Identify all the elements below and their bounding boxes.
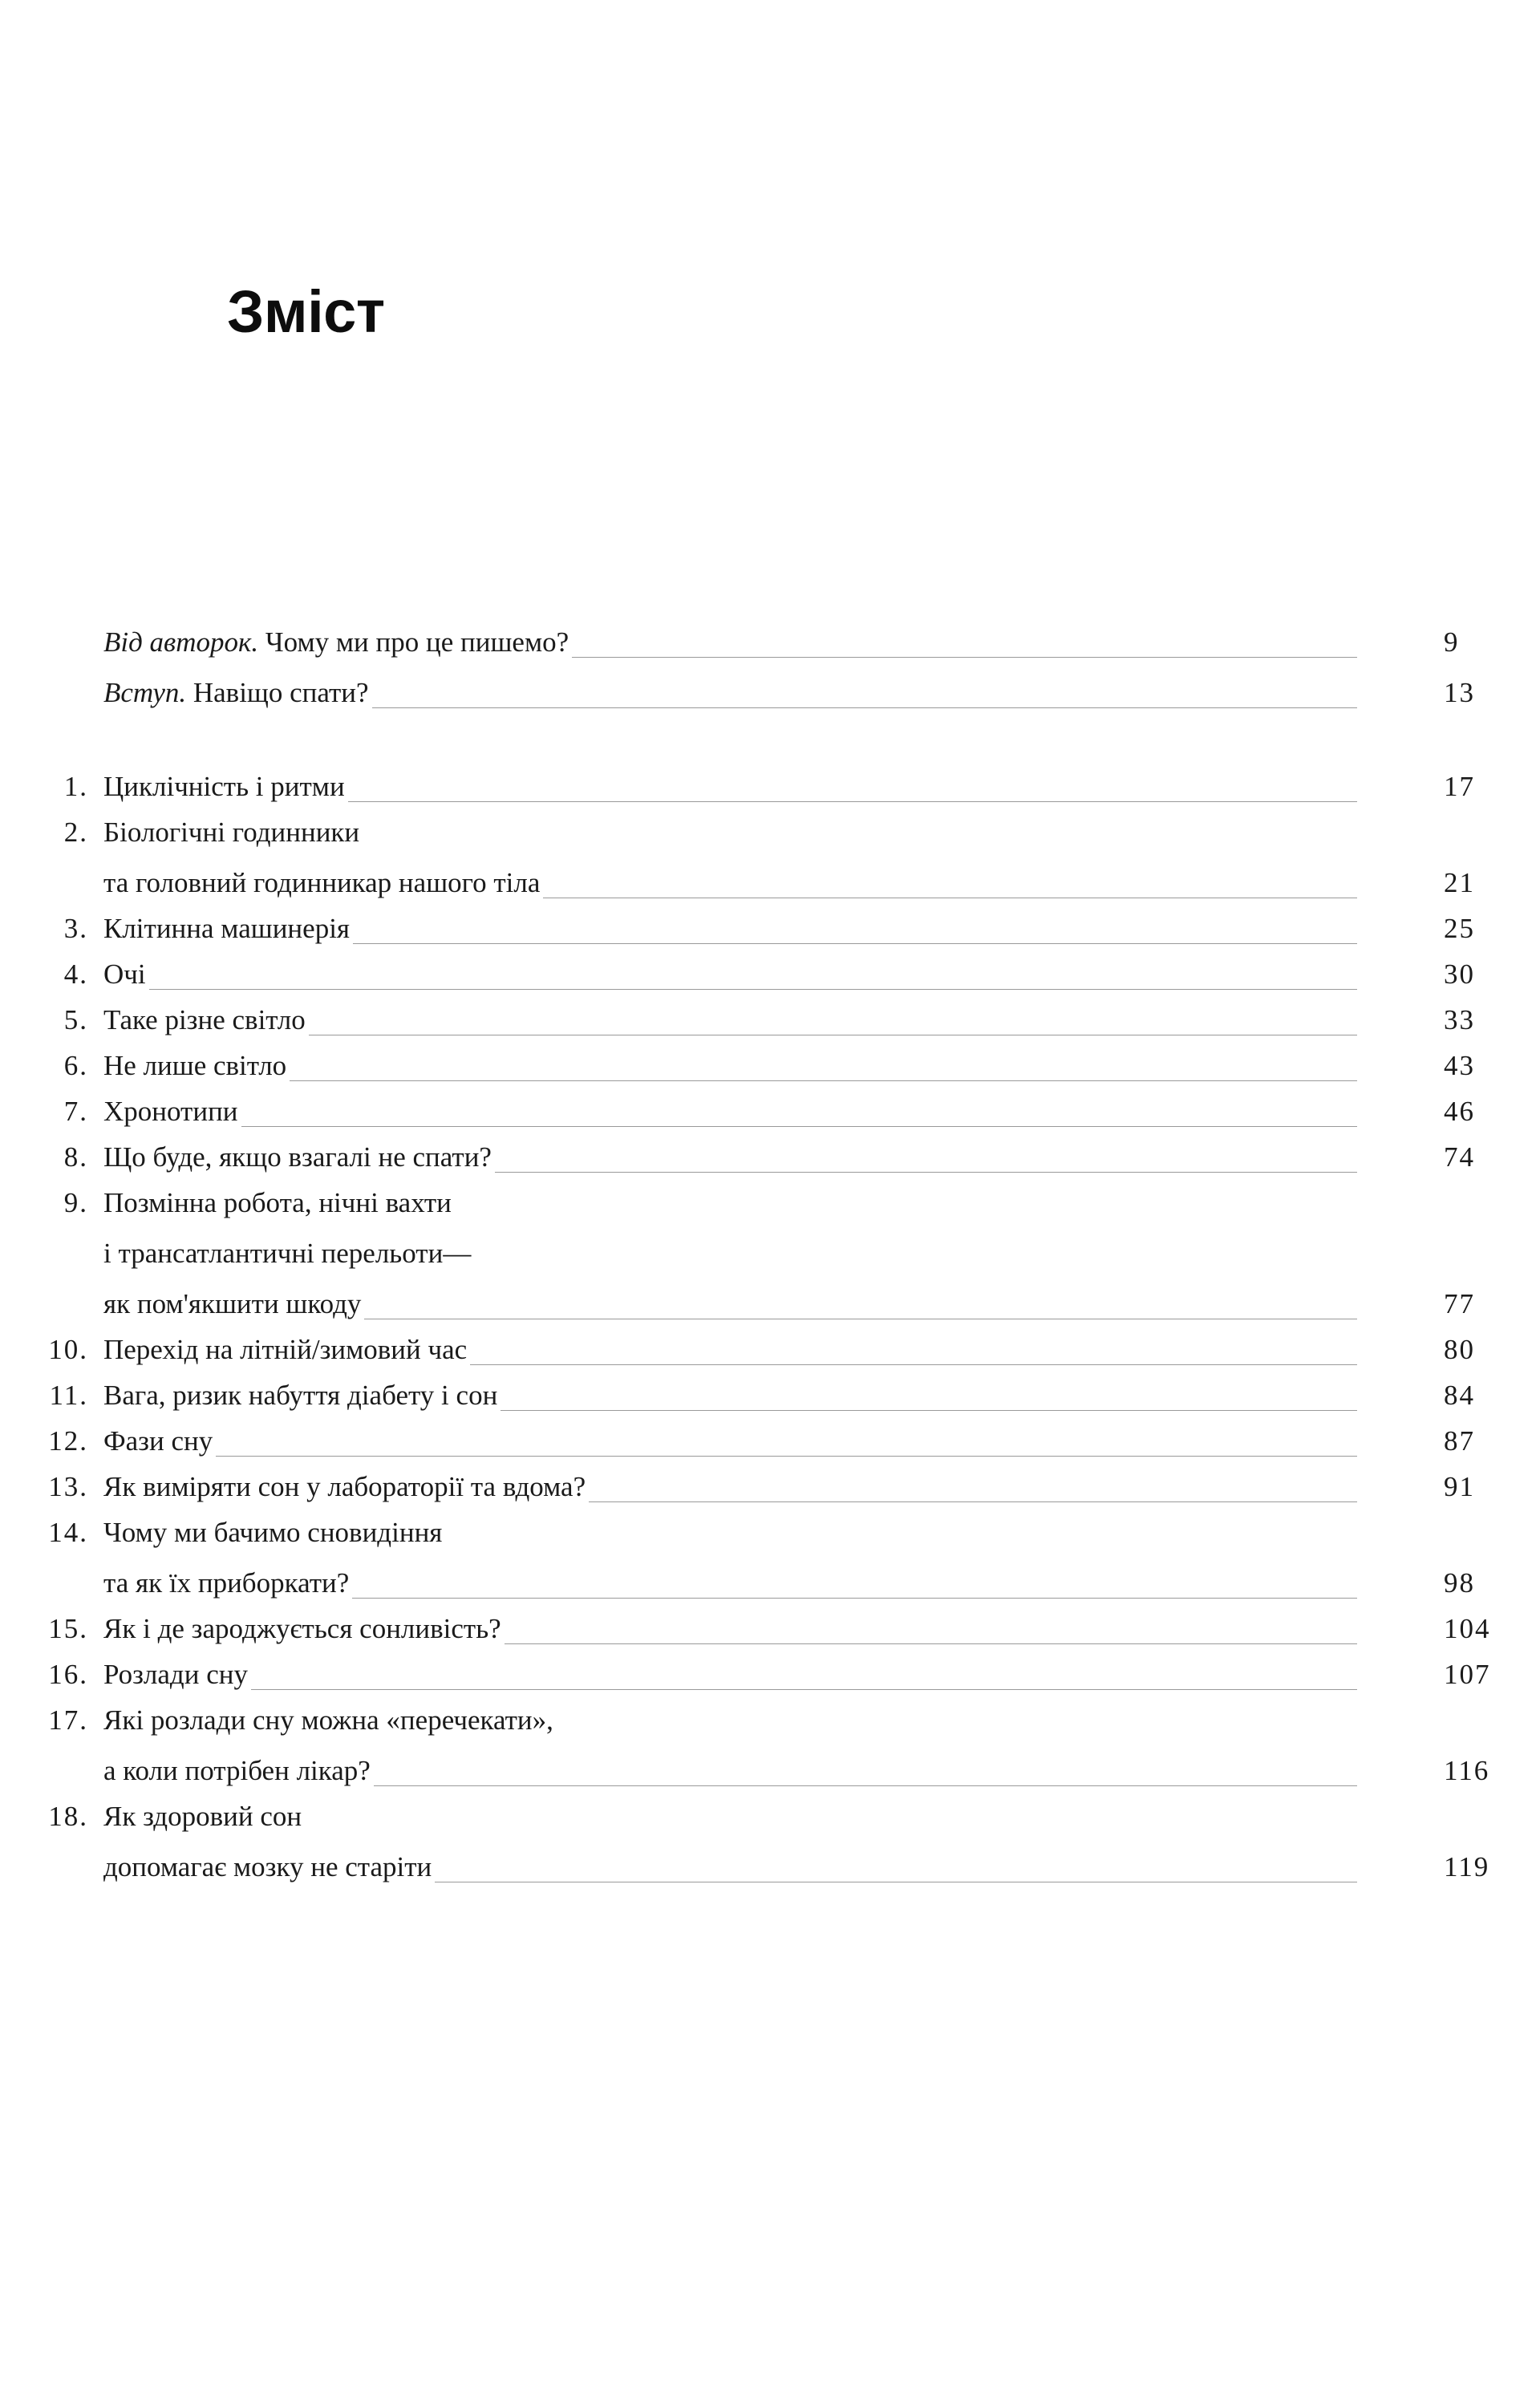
toc-entry-page-number: 9 bbox=[1444, 626, 1460, 658]
toc-entry-row-final bbox=[0, 1088, 1540, 1134]
toc-entry-row-final bbox=[0, 764, 1540, 809]
toc-entry-title-line: Які розлади сну можна «перечекати», bbox=[103, 1704, 553, 1736]
toc-entry-title-cell bbox=[103, 997, 1357, 1043]
toc-entry[interactable] bbox=[0, 1043, 1540, 1088]
toc-entry-title-cell bbox=[103, 1281, 1357, 1327]
toc-entry-title-cell bbox=[103, 1510, 1357, 1555]
toc-entry-title-line: і трансатлантичні перельоти— bbox=[103, 1238, 472, 1269]
toc-entry-row-cont bbox=[0, 1510, 1540, 1555]
toc-entry-title-line: Що буде, якщо взагалі не спати? bbox=[103, 1141, 492, 1173]
toc-entry-page-number: 17 bbox=[1444, 771, 1475, 802]
toc-entry-title-cell bbox=[103, 670, 1357, 715]
toc-entry[interactable] bbox=[0, 1606, 1540, 1651]
toc-entry-front[interactable] bbox=[0, 619, 1540, 665]
leader-line bbox=[251, 1689, 1357, 1690]
toc-entry-title-line: Циклічність і ритми bbox=[103, 771, 345, 802]
toc-entry-title-line: Як здоровий сон bbox=[103, 1801, 302, 1832]
toc-entry[interactable] bbox=[0, 809, 1540, 906]
toc-entry-page-number: 91 bbox=[1444, 1471, 1475, 1502]
toc-entry-page-number: 87 bbox=[1444, 1425, 1475, 1457]
toc-entry-title-line: та як їх приборкати? bbox=[103, 1567, 350, 1599]
toc-entry-page-number: 21 bbox=[1444, 867, 1475, 898]
leader-line bbox=[352, 1598, 1357, 1599]
toc-entry-page-number: 74 bbox=[1444, 1141, 1475, 1173]
toc-entry-title-line: Фази сну bbox=[103, 1425, 213, 1457]
toc-entry-title-line: Як і де зароджується сонливість? bbox=[103, 1613, 501, 1644]
toc-entry-title-cell bbox=[103, 1043, 1357, 1088]
toc-entry-number: 3. bbox=[63, 913, 88, 944]
toc-entry-title-cell bbox=[103, 951, 1357, 997]
toc-entry-number: 1. bbox=[63, 771, 88, 802]
toc-entry-title: Від авторок. Чому ми про це пишемо? bbox=[103, 626, 569, 658]
toc-entry[interactable] bbox=[0, 1134, 1540, 1180]
leader-line bbox=[495, 1172, 1357, 1173]
toc-entry-title-cell bbox=[103, 1088, 1357, 1134]
toc-entry-title-line: Не лише світло bbox=[103, 1050, 287, 1081]
toc-entry-title-cell bbox=[103, 1418, 1357, 1464]
toc-entry-title-cell bbox=[103, 1464, 1357, 1510]
toc-entry-title-line: як пом'якшити шкоду bbox=[103, 1288, 362, 1319]
toc-entry-title-line: Як виміряти сон у лабораторії та вдома? bbox=[103, 1471, 586, 1502]
toc-entry-title-cell bbox=[103, 1844, 1357, 1890]
toc-entry-title-line: Вага, ризик набуття діабету і сон bbox=[103, 1380, 498, 1411]
toc-entry-title-cell bbox=[103, 860, 1357, 906]
leader-line bbox=[241, 1126, 1357, 1127]
leader-line bbox=[500, 1410, 1357, 1411]
toc-entry-page-number: 98 bbox=[1444, 1567, 1475, 1599]
toc-entry-title-line: Розлади сну bbox=[103, 1659, 248, 1690]
toc-entry-title-cell bbox=[103, 1748, 1357, 1793]
leader-line bbox=[589, 1501, 1357, 1502]
toc-entry-row-final bbox=[0, 860, 1540, 906]
toc-entry-number: 9. bbox=[63, 1187, 88, 1218]
toc-entry[interactable] bbox=[0, 1697, 1540, 1793]
toc-entry-title-cell bbox=[103, 619, 1357, 665]
toc-entry-title-cell bbox=[103, 764, 1357, 809]
toc-entry-row-final bbox=[0, 1606, 1540, 1651]
toc-entry-number: 18. bbox=[48, 1801, 88, 1832]
toc-entry-number: 8. bbox=[63, 1141, 88, 1173]
leader-line bbox=[572, 657, 1357, 658]
leader-line bbox=[149, 989, 1357, 990]
toc-entry[interactable] bbox=[0, 764, 1540, 809]
toc-entry[interactable] bbox=[0, 1327, 1540, 1372]
toc-entry-row-final bbox=[0, 1327, 1540, 1372]
leader-line bbox=[353, 943, 1357, 944]
toc-entry-title-cell bbox=[103, 1230, 1357, 1276]
toc-entry-title-cell bbox=[103, 1697, 1357, 1743]
toc-entry-page-number: 80 bbox=[1444, 1334, 1475, 1365]
toc-entry-page-number: 77 bbox=[1444, 1288, 1475, 1319]
toc-entry-row-final bbox=[0, 1560, 1540, 1606]
toc-entry-number: 12. bbox=[48, 1425, 88, 1457]
leader-line bbox=[505, 1643, 1357, 1644]
leader-line bbox=[305, 1831, 1357, 1832]
toc-entry-number: 5. bbox=[63, 1004, 88, 1035]
toc-entry-title-line: та головний годинникар нашого тіла bbox=[103, 867, 541, 898]
toc-entry-number: 11. bbox=[49, 1380, 88, 1411]
toc-entry-title-cell bbox=[103, 1651, 1357, 1697]
toc-entry-row-final bbox=[0, 1651, 1540, 1697]
leader-line bbox=[216, 1456, 1357, 1457]
toc-entry-row-cont bbox=[0, 1697, 1540, 1743]
toc-entry[interactable] bbox=[0, 906, 1540, 951]
leader-line bbox=[557, 1735, 1357, 1736]
toc-entry[interactable] bbox=[0, 951, 1540, 997]
toc-entry-title-cell bbox=[103, 1134, 1357, 1180]
toc-entry[interactable] bbox=[0, 1793, 1540, 1890]
leader-line bbox=[290, 1080, 1357, 1081]
toc-entry-page-number: 46 bbox=[1444, 1096, 1475, 1127]
toc-entry-number: 14. bbox=[48, 1517, 88, 1548]
leader-line bbox=[374, 1785, 1357, 1786]
toc-entry-number: 15. bbox=[48, 1613, 88, 1644]
toc-entry-title-line: Таке різне світло bbox=[103, 1004, 306, 1035]
toc-entry-title-line: Біологічні годинники bbox=[103, 817, 360, 848]
toc-entry-row-final bbox=[0, 1372, 1540, 1418]
leader-line bbox=[445, 1547, 1357, 1548]
toc-entry-page-number: 84 bbox=[1444, 1380, 1475, 1411]
toc-entry-page-number: 43 bbox=[1444, 1050, 1475, 1081]
toc-entry-title-cell bbox=[103, 1606, 1357, 1651]
toc-entry-page-number: 107 bbox=[1444, 1659, 1491, 1690]
toc-entry-row-final bbox=[0, 997, 1540, 1043]
toc-entry-title-cell bbox=[103, 1372, 1357, 1418]
toc-entry-row-final bbox=[0, 1043, 1540, 1088]
toc-entry-title-cell bbox=[103, 906, 1357, 951]
toc-entry-row-final bbox=[0, 1281, 1540, 1327]
toc-entry[interactable] bbox=[0, 1464, 1540, 1510]
toc-entry-row-cont bbox=[0, 809, 1540, 855]
toc-entry-page-number: 33 bbox=[1444, 1004, 1475, 1035]
toc-entry[interactable] bbox=[0, 1180, 1540, 1327]
toc-entry-row-final bbox=[0, 1844, 1540, 1890]
toc-entry-number: 16. bbox=[48, 1659, 88, 1690]
toc-entry-page-number: 25 bbox=[1444, 913, 1475, 944]
toc-entry-row-final bbox=[0, 1464, 1540, 1510]
toc-entry-title-cell bbox=[103, 1793, 1357, 1839]
toc-entry-title-line: Позмінна робота, нічні вахти bbox=[103, 1187, 452, 1218]
toc-entry[interactable] bbox=[0, 997, 1540, 1043]
chapter-group bbox=[0, 764, 1540, 1890]
toc-entry-title-line: допомагає мозку не старіти bbox=[103, 1851, 432, 1882]
toc-entry-row-cont bbox=[0, 1793, 1540, 1839]
toc-entry-row-cont bbox=[0, 1180, 1540, 1226]
leader-line bbox=[363, 847, 1357, 848]
toc-entry-title-cell bbox=[103, 1180, 1357, 1226]
toc-entry-title-line: Клітинна машинерія bbox=[103, 913, 351, 944]
toc-entry-title-line: Хронотипи bbox=[103, 1096, 238, 1127]
toc-entry-title-line: Чому ми бачимо сновидіння bbox=[103, 1517, 443, 1548]
toc-entry-number: 17. bbox=[48, 1704, 88, 1736]
toc-entry-number: 13. bbox=[48, 1471, 88, 1502]
leader-line bbox=[474, 1268, 1357, 1269]
toc-entry-number: 6. bbox=[63, 1050, 88, 1081]
toc-entry-prefix: Вступ. bbox=[103, 677, 187, 708]
toc-entry-number: 4. bbox=[63, 958, 88, 990]
toc-entry-title-cell bbox=[103, 1327, 1357, 1372]
toc-entry-row-final bbox=[0, 1134, 1540, 1180]
toc-entry-title-line: Перехід на літній/зимовий час bbox=[103, 1334, 468, 1365]
toc-entry-title-cell bbox=[103, 809, 1357, 855]
toc-entry[interactable] bbox=[0, 1372, 1540, 1418]
toc-entry[interactable] bbox=[0, 1088, 1540, 1134]
toc-entry-number: 7. bbox=[63, 1096, 88, 1127]
leader-line bbox=[372, 707, 1357, 708]
toc-entry-page-number: 119 bbox=[1444, 1851, 1490, 1882]
leader-line bbox=[470, 1364, 1357, 1365]
toc-entry-row-cont bbox=[0, 1230, 1540, 1276]
toc-entry-prefix: Від авторок. bbox=[103, 626, 259, 658]
toc-entry-title: Вступ. Навіщо спати? bbox=[103, 677, 369, 708]
toc-entry-page-number: 30 bbox=[1444, 958, 1475, 990]
toc-entry-row-final bbox=[0, 1418, 1540, 1464]
toc-entry-number: 2. bbox=[63, 817, 88, 848]
leader-line bbox=[348, 801, 1357, 802]
toc-entry-title-cell bbox=[103, 1560, 1357, 1606]
toc-entry-title-line: Очі bbox=[103, 958, 146, 990]
toc-entry-row-final bbox=[0, 951, 1540, 997]
toc-entry-title-line: а коли потрібен лікар? bbox=[103, 1755, 371, 1786]
toc-entry[interactable] bbox=[0, 1418, 1540, 1464]
toc-entry[interactable] bbox=[0, 1510, 1540, 1606]
toc-entry[interactable] bbox=[0, 1651, 1540, 1697]
toc-entry-page-number: 13 bbox=[1444, 677, 1475, 708]
toc-entry-page-number: 104 bbox=[1444, 1613, 1491, 1644]
page-title: Зміст bbox=[227, 278, 385, 345]
toc-entry-number: 10. bbox=[48, 1334, 88, 1365]
toc-entry-page-number: 116 bbox=[1444, 1755, 1490, 1786]
toc-entry-list bbox=[0, 619, 1540, 1890]
toc-entry-row-final bbox=[0, 906, 1540, 951]
toc-entry-row-final bbox=[0, 1748, 1540, 1793]
front-matter-group bbox=[0, 619, 1540, 715]
toc-entry-front[interactable] bbox=[0, 670, 1540, 715]
